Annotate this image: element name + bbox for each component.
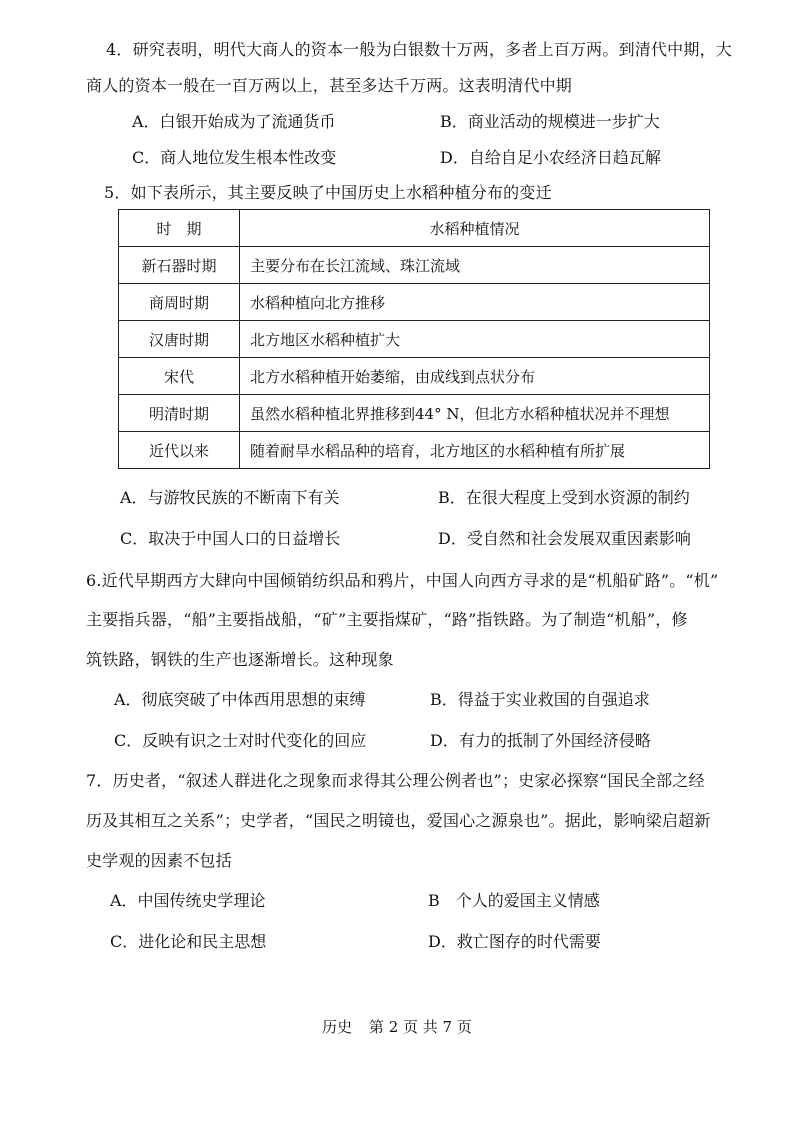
q5-option-c: C．取决于中国人口的日益增长 [120,529,341,548]
rice-distribution-table [118,209,710,469]
q7-stem-line3: 史学观的因素不包括 [86,851,232,870]
table-cell-period: 商周时期 [119,284,240,321]
q4-option-d: D．自给自足小农经济日趋瓦解 [440,148,661,167]
q4-option-b: B．商业活动的规模进一步扩大 [440,112,660,131]
table-cell-condition: 北方地区水稻种植扩大 [240,321,710,358]
q4-option-a: A．白银开始成为了流通货币 [132,112,336,131]
table-cell-condition: 随着耐旱水稻品种的培育，北方地区的水稻种植有所扩展 [240,432,710,469]
table-cell-period: 汉唐时期 [119,321,240,358]
table-cell-period: 新石器时期 [119,247,240,284]
q7-option-a: A．中国传统史学理论 [110,891,266,910]
table-cell-period: 明清时期 [119,395,240,432]
q6-stem-line2: 主要指兵器，“船”主要指战船，“矿”主要指煤矿，“路”指铁路。为了制造“机船”，修 [86,610,688,629]
table-header-row [119,210,710,247]
table-cell-condition: 水稻种植向北方推移 [240,284,710,321]
q7-stem-line1: 7．历史者，“叙述人群进化之现象而求得其公理公例者也”；史家必探察“国民全部之经 [86,771,705,790]
q5-option-a: A．与游牧民族的不断南下有关 [120,488,340,507]
table-cell-condition: 主要分布在长江流域、珠江流域 [240,247,710,284]
table-row [119,432,710,469]
table-cell-period: 宋代 [119,358,240,395]
q7-option-b: B 个人的爱国主义情感 [428,891,600,910]
q4-option-c: C．商人地位发生根本性改变 [132,148,337,167]
q6-option-d: D．有力的抵制了外国经济侵略 [430,731,651,750]
table-header-condition: 水稻种植情况 [240,210,710,247]
q5-stem: 5．如下表所示，其主要反映了中国历史上水稻种植分布的变迁 [104,183,552,202]
table-header-period: 时 期 [119,210,240,247]
table-row [119,358,710,395]
q6-option-b: B．得益于实业救国的自强追求 [430,690,650,709]
table-cell-condition: 北方水稻种植开始萎缩，由成线到点状分布 [240,358,710,395]
footer-subject: 历史 [322,1018,353,1036]
q7-option-d: D．救亡图存的时代需要 [428,932,601,951]
q5-option-d: D．受自然和社会发展双重因素影响 [438,529,691,548]
q6-stem-line1: 6.近代早期西方大肆向中国倾销纺织品和鸦片，中国人向西方寻求的是“机船矿路”。“机” [86,571,719,590]
footer-page-number: 第 2 页 共 7 页 [368,1018,472,1036]
q6-option-a: A．彻底突破了中体西用思想的束缚 [114,690,366,709]
q6-option-c: C．反映有识之士对时代变化的回应 [114,731,367,750]
table-cell-condition: 虽然水稻种植北界推移到44° N，但北方水稻种植状况并不理想 [240,395,710,432]
q4-stem-line1: 4．研究表明，明代大商人的资本一般为白银数十万两，多者上百万两。到清代中期，大 [106,40,732,59]
page-footer [0,1016,794,1037]
table-row [119,284,710,321]
table-row [119,247,710,284]
q7-stem-line2: 历及其相互之关系”；史学者，“国民之明镜也，爱国心之源泉也”。据此，影响梁启超新 [86,811,711,830]
q6-stem-line3: 筑铁路，钢铁的生产也逐渐增长。这种现象 [86,650,394,669]
table-cell-period: 近代以来 [119,432,240,469]
table-row [119,321,710,358]
table-row [119,395,710,432]
q4-stem-line2: 商人的资本一般在一百万两以上，甚至多达千万两。这表明清代中期 [86,76,573,95]
q7-option-c: C．进化论和民主思想 [110,932,267,951]
q5-option-b: B．在很大程度上受到水资源的制约 [438,488,690,507]
